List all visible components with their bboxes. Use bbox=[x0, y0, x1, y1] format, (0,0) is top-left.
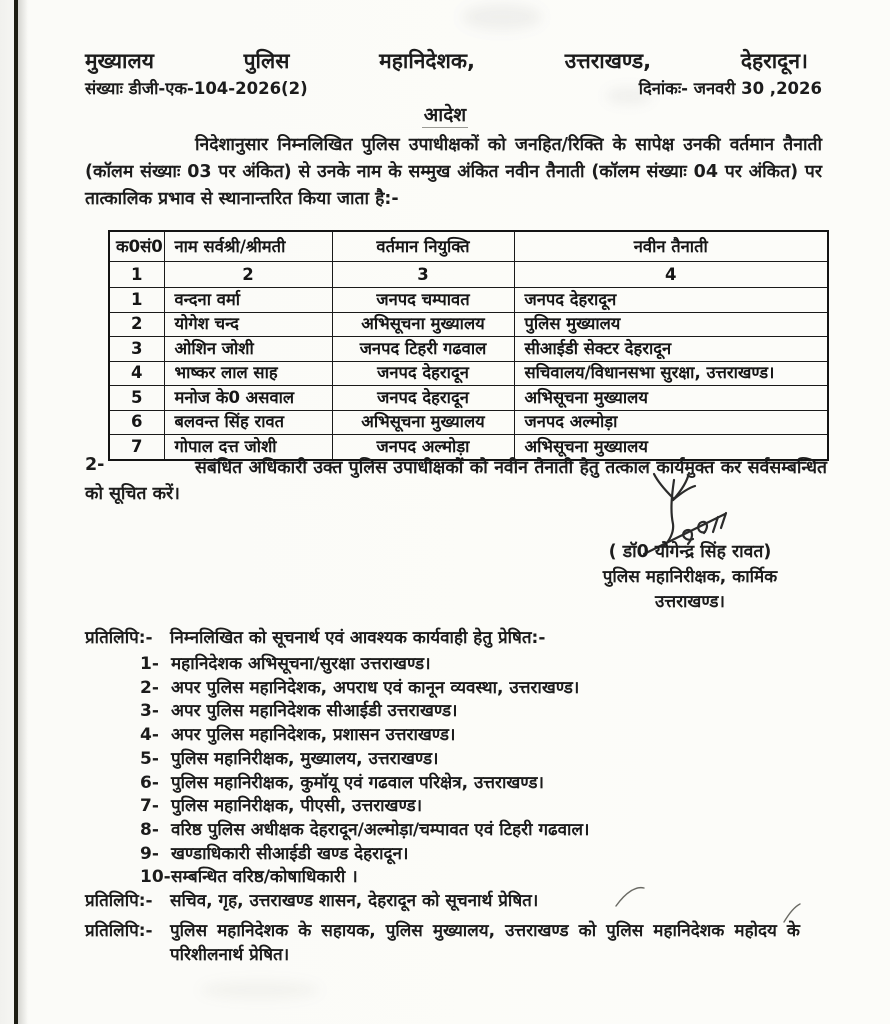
cell-current-posting: जनपद देहरादून bbox=[332, 361, 514, 386]
scan-smudge bbox=[200, 980, 320, 1000]
item-text: खण्डाधिकारी सीआईडी खण्ड देहरादून। bbox=[171, 843, 409, 864]
column-number: 2 bbox=[164, 262, 332, 288]
order-heading bbox=[0, 101, 890, 127]
list-item bbox=[140, 795, 589, 819]
col-header-new-posting: नवीन तैनाती bbox=[514, 231, 828, 262]
cell-serial: 4 bbox=[109, 361, 164, 386]
list-item bbox=[140, 866, 589, 890]
column-number-row bbox=[109, 262, 828, 288]
item-text: महानिदेशक अभिसूचना/सुरक्षा उत्तराखण्ड। bbox=[171, 654, 431, 674]
letterhead-word: महानिदेशक, bbox=[379, 49, 475, 73]
signatory-place: उत्तराखण्ड। bbox=[655, 592, 725, 612]
table-header-row bbox=[109, 231, 828, 262]
col-header-name: नाम सर्वश्री/श्रीमती bbox=[164, 231, 332, 262]
item-text: वरिष्ठ पुलिस अधीक्षक देहरादून/अल्मोड़ा/चम्पावत एवं टिहरी गढवाल। bbox=[171, 819, 590, 840]
list-item bbox=[140, 772, 589, 796]
signature-block bbox=[585, 540, 795, 615]
table-row bbox=[109, 410, 828, 435]
cell-name: ओशिन जोशी bbox=[164, 337, 332, 362]
intro-paragraph: निदेशानुसार निम्नलिखित पुलिस उपाधीक्षकों को जनहित/रिक्ति के सापेक्ष उनकी वर्तमान तैनाती (कॉलम संख्याः 03 पर अंकित) से उनके नाम के सम्मुख अंकित नवीन तैनाती (कॉलम संख्याः 04 पर अंकित) पर तात्कालिक प्रभाव से स्थानान्तरित किया जाता है:- bbox=[85, 135, 822, 209]
col-header-serial: क0सं0 bbox=[109, 231, 164, 262]
item-number: 4- bbox=[140, 725, 159, 746]
copy-text: पुलिस महानिदेशक के सहायक, पुलिस मुख्यालय, उत्तराखण्ड को पुलिस महानिदेशक महोदय के परिशीलनार्थ प्रेषित। bbox=[170, 921, 800, 965]
item-number: 9- bbox=[140, 843, 159, 864]
item-text: अपर पुलिस महानिदेशक, प्रशासन उत्तराखण्ड। bbox=[171, 725, 456, 746]
letterhead-word: देहरादून। bbox=[740, 49, 808, 73]
list-item bbox=[140, 653, 589, 677]
item-number: 2- bbox=[140, 677, 159, 698]
list-item bbox=[140, 748, 589, 772]
item-text: पुलिस महानिरीक्षक, कुमॉयू एवं गढवाल परिक्षेत्र, उत्तराखण्ड। bbox=[171, 772, 544, 793]
cell-serial: 6 bbox=[109, 410, 164, 435]
letterhead-title bbox=[85, 47, 808, 75]
table-row bbox=[109, 288, 828, 313]
cell-new-posting: जनपद अल्मोड़ा bbox=[514, 410, 828, 435]
cell-current-posting: जनपद टिहरी गढवाल bbox=[332, 337, 514, 362]
cell-new-posting: पुलिस मुख्यालय bbox=[514, 312, 828, 337]
copy-section-2 bbox=[85, 889, 825, 913]
item-text: अपर पुलिस महानिदेशक सीआईडी उत्तराखण्ड। bbox=[171, 701, 458, 722]
cell-name: बलवन्त सिंह रावत bbox=[164, 410, 332, 435]
reference-line bbox=[85, 76, 822, 99]
letterhead-word: उत्तराखण्ड, bbox=[564, 49, 652, 73]
copy-intro: निम्नलिखित को सूचनार्थ एवं आवश्यक कार्यवाही हेतु प्रेषित:- bbox=[170, 628, 546, 648]
copy-label: प्रतिलिपि:- bbox=[85, 921, 153, 941]
column-number: 4 bbox=[514, 262, 828, 288]
cell-serial: 2 bbox=[109, 312, 164, 337]
item-number: 1- bbox=[140, 654, 159, 674]
cell-new-posting: सचिवालय/विधानसभा सुरक्षा, उत्तराखण्ड। bbox=[514, 361, 828, 386]
cell-current-posting: अभिसूचना मुख्यालय bbox=[332, 312, 514, 337]
order-heading-text: आदेश bbox=[423, 104, 467, 126]
item-number: 5- bbox=[140, 748, 159, 769]
item-text: सम्बन्धित वरिष्ठ/कोषाधिकारी । bbox=[171, 867, 358, 888]
list-item bbox=[140, 819, 589, 843]
cell-name: गोपाल दत्त जोशी bbox=[164, 435, 332, 460]
document-date: दिनांकः- जनवरी 30 ,2026 bbox=[638, 79, 822, 98]
cell-serial: 7 bbox=[109, 435, 164, 460]
col-header-current-posting: वर्तमान नियुक्ति bbox=[332, 231, 514, 262]
table-row bbox=[109, 312, 828, 337]
copy-label: प्रतिलिपि:- bbox=[85, 628, 153, 648]
transfer-table bbox=[108, 230, 829, 461]
item-number: 10- bbox=[140, 867, 171, 888]
stray-pen-mark bbox=[780, 898, 806, 928]
cell-current-posting: जनपद अल्मोड़ा bbox=[332, 435, 514, 460]
list-item bbox=[140, 843, 589, 867]
document-number: संख्याः डीजी-एक-104-2026(2) bbox=[85, 79, 308, 98]
copy-text: सचिव, गृह, उत्तराखण्ड शासन, देहरादून को सूचनार्थ प्रेषित। bbox=[170, 891, 539, 911]
column-number: 1 bbox=[109, 262, 164, 288]
table-row bbox=[109, 386, 828, 411]
table-row bbox=[109, 337, 828, 362]
signatory-name: ( डॉ0 योगेन्द्र सिंह रावत) bbox=[608, 542, 772, 562]
cell-new-posting: अभिसूचना मुख्यालय bbox=[514, 386, 828, 411]
copy-section-1-head bbox=[85, 626, 825, 650]
letterhead-word: पुलिस bbox=[243, 49, 290, 73]
paragraph-2-text: संबंधित अधिकारी उक्त पुलिस उपाधीक्षकों को नवीन तैनाती हेतु तत्काल कार्यमुक्त कर सर्वसम्बन्धित को सूचित करें। bbox=[85, 458, 827, 504]
cell-current-posting: अभिसूचना मुख्यालय bbox=[332, 410, 514, 435]
cell-new-posting: जनपद देहरादून bbox=[514, 288, 828, 313]
scan-edge-shadow bbox=[18, 0, 28, 1024]
item-number: 6- bbox=[140, 772, 159, 793]
copy-label: प्रतिलिपि:- bbox=[85, 891, 153, 911]
column-number: 3 bbox=[332, 262, 514, 288]
paragraph-2-number: 2- bbox=[85, 455, 105, 475]
scan-smudge bbox=[462, 4, 542, 30]
item-number: 7- bbox=[140, 796, 159, 817]
stray-pen-mark bbox=[610, 880, 650, 910]
signatory-designation: पुलिस महानिरीक्षक, कार्मिक bbox=[602, 567, 778, 587]
cell-name: मनोज के0 असवाल bbox=[164, 386, 332, 411]
item-text: पुलिस महानिरीक्षक, पीएसी, उत्तराखण्ड। bbox=[171, 796, 423, 817]
copy-recipients-list bbox=[140, 653, 589, 890]
item-number: 3- bbox=[140, 701, 159, 722]
list-item bbox=[140, 700, 589, 724]
cell-current-posting: जनपद देहरादून bbox=[332, 386, 514, 411]
item-text: पुलिस महानिरीक्षक, मुख्यालय, उत्तराखण्ड। bbox=[171, 748, 439, 769]
cell-serial: 5 bbox=[109, 386, 164, 411]
cell-current-posting: जनपद चम्पावत bbox=[332, 288, 514, 313]
cell-serial: 1 bbox=[109, 288, 164, 313]
copy-section-3 bbox=[85, 919, 800, 967]
letterhead-word: मुख्यालय bbox=[85, 49, 154, 73]
cell-name: भाष्कर लाल साह bbox=[164, 361, 332, 386]
item-number: 8- bbox=[140, 819, 159, 840]
list-item bbox=[140, 677, 589, 701]
cell-new-posting: अभिसूचना मुख्यालय bbox=[514, 435, 828, 460]
list-item bbox=[140, 724, 589, 748]
cell-serial: 3 bbox=[109, 337, 164, 362]
table-row bbox=[109, 361, 828, 386]
item-text: अपर पुलिस महानिदेशक, अपराध एवं कानून व्यवस्था, उत्तराखण्ड। bbox=[171, 677, 580, 698]
cell-name: वन्दना वर्मा bbox=[164, 288, 332, 313]
cell-new-posting: सीआईडी सेक्टर देहरादून bbox=[514, 337, 828, 362]
cell-name: योगेश चन्द bbox=[164, 312, 332, 337]
